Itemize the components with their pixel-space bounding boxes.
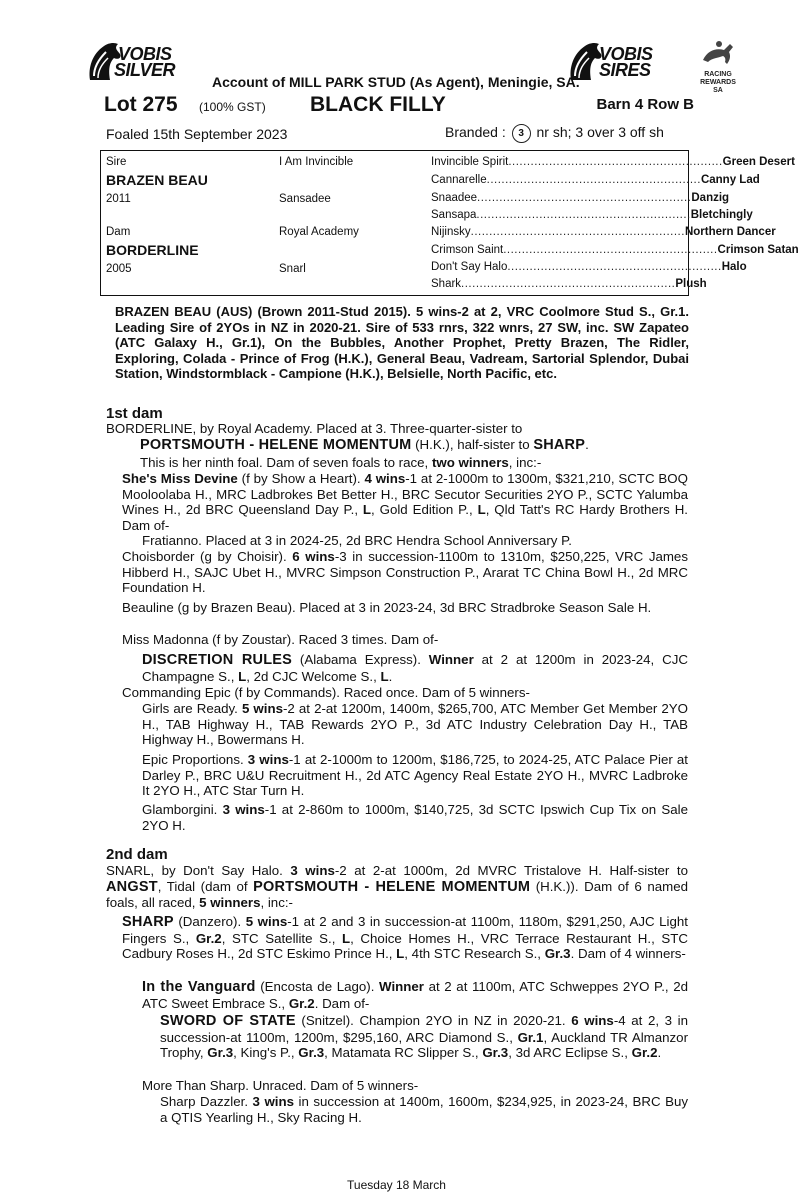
progeny-entry: Epic Proportions. 3 wins-1 at 2-1000m to 1200m, $186,725, to 2024-25, ATC Palace Pier at Darley P., BRC U&U Recruitment H., 2d ATC Agency Real Estate 2YO H., MVRC Ladbroke It 2YO H., ATC Star Turn H. (142, 752, 688, 798)
dam-name: BORDERLINE (106, 242, 199, 258)
branded-label: Branded : (445, 124, 506, 141)
progeny-entry: SHARP (Danzero). 5 wins-1 at 2 and 3 in succession-at 1100m, 1180m, $291,250, AJC Light Fingers S., Gr.2, STC Satellite S., L, Choice Homes H., VRC Terrace Restaurant H., STC Cadbury Roses H., 2d STC Eskimo Prince H., L, 4th STC Research S., Gr.3. Dam of 4 winners- (122, 914, 688, 961)
progeny-entry: Commanding Epic (f by Commands). Raced once. Dam of 5 winners- (122, 685, 530, 700)
foaled-date: Foaled 15th September 2023 (106, 126, 288, 142)
sire-label: Sire (106, 156, 127, 168)
progeny-entry: SWORD OF STATE (Snitzel). Champion 2YO in NZ in 2020-21. 6 wins-4 at 2, 3 in succession-at 1100m, 1200m, $295,160, ARC Diamond S., Gr.1, Auckland TR Almanzor Trophy, Gr.3, King's P., Gr.3, Matamata RC Slipper S., Gr.3, 3d ARC Eclipse S., Gr.2. (160, 1013, 688, 1060)
branded-info (445, 124, 664, 143)
sire-year: 2011 (106, 193, 131, 205)
pedigree-line: Don't Say Halo .......................................................... Halo (431, 261, 747, 273)
racing-rewards-line2: REWARDS (700, 79, 736, 86)
sire-sire: I Am Invincible (279, 156, 354, 168)
progeny-entry: DISCRETION RULES (Alabama Express). Winner at 2 at 1200m in 2023-24, CJC Champagne S., L, 2d CJC Welcome S., L. (142, 652, 688, 684)
first-dam-intro: BORDERLINE, by Royal Academy. Placed at 3. Three-quarter-sister to (106, 421, 523, 436)
first-dam-intro-2: PORTSMOUTH - HELENE MOMENTUM (H.K.), half-sister to SHARP. (140, 437, 589, 453)
vendor-account: Account of MILL PARK STUD (As Agent), Meningie, SA. (212, 74, 580, 90)
dam-dam: Snarl (279, 263, 306, 275)
second-dam-intro: SNARL, by Don't Say Halo. 3 wins-2 at 2-at 1000m, 2d MVRC Tristalove H. Half-sister to ANGST, Tidal (dam of PORTSMOUTH - HELENE MOMENTUM (H.K.)). Dam of 6 named foals, all raced, 5 winners, inc:- (106, 863, 688, 910)
page-footer-date: Tuesday 18 March (347, 1178, 446, 1192)
progeny-entry: Glamborgini. 3 wins-1 at 2-860m to 1000m, $140,725, 3d SCTC Ipswich Cup Tix on Sale 2YO H. (142, 802, 688, 833)
pedigree-table (100, 150, 799, 296)
first-dam-intro-3: This is her ninth foal. Dam of seven foals to race, two winners, inc:- (140, 455, 542, 470)
sire-name: BRAZEN BEAU (106, 172, 208, 188)
lot-row (104, 93, 694, 117)
gst-note: (100% GST) (199, 100, 266, 114)
dam-sire: Royal Academy (279, 226, 359, 238)
logo-right-line1: VOBIS (599, 44, 653, 64)
barn-location: Barn 4 Row B (596, 96, 694, 113)
pedigree-line: Snaadee .......................................................... Danzig (431, 192, 730, 204)
brand-mark-icon: 3 (512, 124, 531, 143)
progeny-entry: Miss Madonna (f by Zoustar). Raced 3 times. Dam of- (122, 632, 439, 647)
branded-text: nr sh; 3 over 3 off sh (536, 124, 664, 141)
progeny-entry: She's Miss Devine (f by Show a Heart). 4 wins-1 at 2-1000m to 1300m, $321,210, SCTC BOQ Mooloolaba H., MRC Ladbrokes Bet Better H., BRC Secutor Securities 2YO P., SCTC Yalumba Wines H., 2d BRC Queensland Day P., L, Gold Edition P., L, Qld Tatt's RC Hardy Brothers H. Dam of- (122, 471, 688, 533)
vobis-silver-logo (84, 40, 214, 90)
racing-rewards-logo (698, 38, 738, 98)
pedigree-line: Cannarelle .......................................................... Canny Lad (431, 174, 760, 186)
sire-summary: BRAZEN BEAU (AUS) (Brown 2011-Stud 2015). 5 wins-2 at 2, VRC Coolmore Stud S., Gr.1. Leading Sire of 2YOs in NZ in 2020-21. Sire of 533 rnrs, 322 wnrs, 27 SW, inc. SW Zapateo (ATC Galaxy H., Gr.1), On the Bubbles, Another Prophet, Pretty Brazen, The Ridler, Exploring, Colada - Prince of Frog (H.K.), General Beau, Vadream, Sartorial Splendor, Dubai Station, Windstormblack - Campione (H.K.), Belsielle, North Pacific, etc. (115, 304, 689, 381)
racing-rewards-line1: RACING (704, 71, 732, 78)
pedigree-line: Shark .......................................................... Plush (431, 278, 707, 290)
lot-number: Lot 275 (104, 93, 178, 116)
logo-left-line1: VOBIS (118, 44, 172, 64)
vobis-sires-logo (565, 40, 695, 90)
pedigree-line: Crimson Saint .......................................................... Crimson Satan (431, 244, 799, 256)
second-dam-heading: 2nd dam (106, 846, 168, 863)
first-dam-heading: 1st dam (106, 405, 163, 422)
pedigree-line: Nijinsky .......................................................... Northern Dancer (431, 226, 776, 238)
dam-label: Dam (106, 226, 131, 238)
dam-year: 2005 (106, 263, 132, 275)
progeny-entry: More Than Sharp. Unraced. Dam of 5 winners- (142, 1078, 419, 1093)
pedigree-line: Invincible Spirit .......................................................... Green Desert (431, 156, 795, 168)
progeny-entry: Fratianno. Placed at 3 in 2024-25, 2d BRC Hendra School Anniversary P. (142, 533, 572, 548)
progeny-entry: Girls are Ready. 5 wins-2 at 2-at 1200m, 1400m, $265,700, ATC Member Get Member 2YO H., TAB Highway H., TAB Rewards 2YO P., 3d ATC Industry Celebration Day H., TAB Highway H., Bowermans H. (142, 701, 688, 747)
racing-rewards-line3: SA (713, 87, 723, 94)
progeny-entry: Choisborder (g by Choisir). 6 wins-3 in succession-1100m to 1310m, $250,225, VRC James Hibberd H., SAJC Ubet H., MVRC Simpson Construction P., Ararat TC China Bowl H., 2d MRC Foundation H. (122, 549, 688, 595)
logo-right-line2: SIRES (599, 60, 651, 80)
sire-dam: Sansadee (279, 193, 331, 205)
lot-title: BLACK FILLY (310, 93, 446, 116)
progeny-entry: Beauline (g by Brazen Beau). Placed at 3 in 2023-24, 3d BRC Stradbroke Season Sale H. (122, 600, 652, 615)
progeny-entry: In the Vanguard (Encosta de Lago). Winner at 2 at 1100m, ATC Schweppes 2YO P., 2d ATC Sweet Embrace S., Gr.2. Dam of- (142, 979, 688, 1011)
jockey-horse-icon (700, 38, 736, 66)
progeny-entry: Sharp Dazzler. 3 wins in succession at 1400m, 1600m, $234,925, in 2023-24, BRC Buy a QTIS Yearling H., Sky Racing H. (160, 1094, 689, 1125)
logo-left-line2: SILVER (114, 60, 176, 80)
pedigree-line: Sansapa .......................................................... Bletchingly (431, 209, 753, 221)
